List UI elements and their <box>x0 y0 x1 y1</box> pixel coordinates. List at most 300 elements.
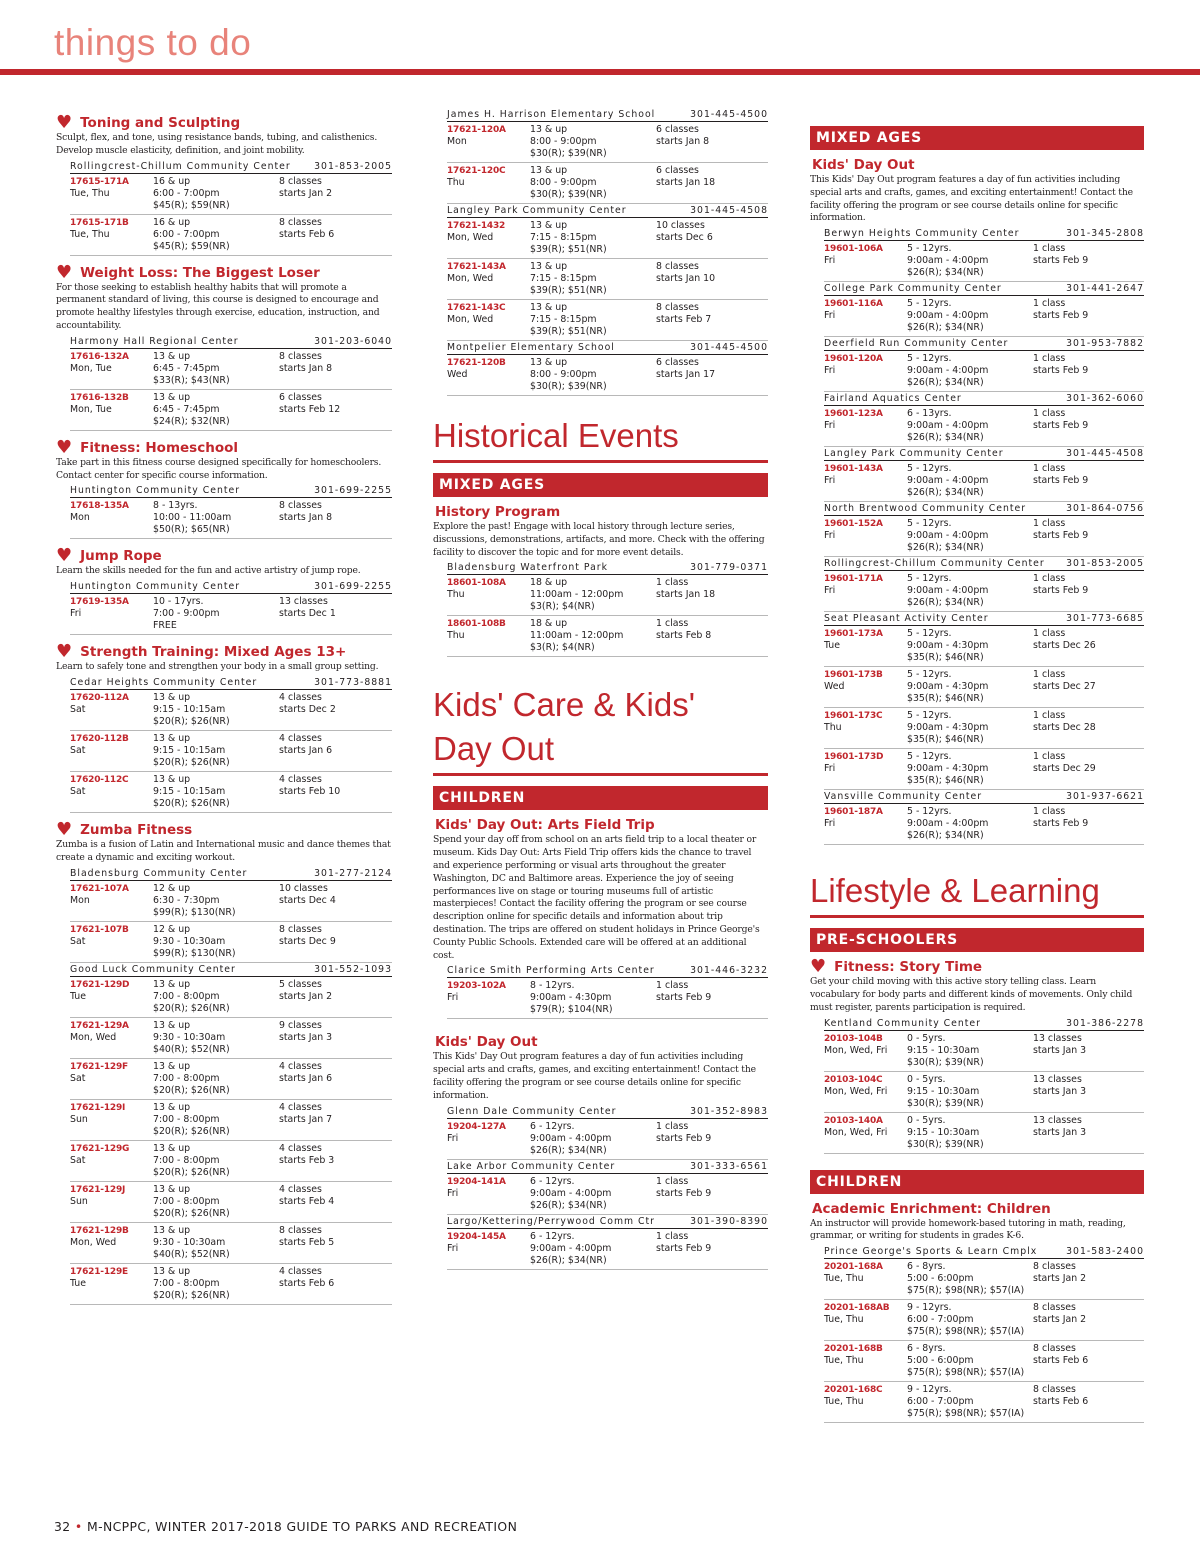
course-classes: 1 class <box>1033 628 1066 640</box>
row-col-details <box>530 302 656 338</box>
row-col-code <box>70 500 153 536</box>
course-start: starts Jan 6 <box>279 744 333 756</box>
course-days: Mon, Wed <box>447 273 494 284</box>
footer-separator: • <box>74 1519 83 1534</box>
row-col-details <box>907 628 1033 664</box>
course-fee: $20(R); $26(NR) <box>153 1166 230 1178</box>
course-fee: $75(R); $98(NR); $57(IA) <box>907 1326 1025 1338</box>
course-start: starts Feb 7 <box>656 314 712 325</box>
class-row <box>824 749 1144 790</box>
row-col-code <box>447 1176 530 1212</box>
course-age: 13 & up <box>153 1060 191 1072</box>
row-col-details <box>907 1302 1033 1338</box>
course-code: 19601-143A <box>824 464 883 475</box>
row-col-sessions <box>1033 1115 1144 1151</box>
location-header <box>824 557 1144 571</box>
course-code: 17621-107B <box>70 924 129 935</box>
course-classes: 4 classes <box>279 1060 322 1072</box>
course-fee: $26(R); $34(NR) <box>907 267 984 279</box>
class-row <box>447 1229 768 1270</box>
row-col-sessions <box>279 596 392 632</box>
course-age: 5 - 12yrs. <box>907 298 952 310</box>
course-time: 9:00am - 4:00pm <box>907 475 989 487</box>
location-phone: 301-362-6060 <box>1066 393 1144 405</box>
class-row <box>70 498 392 539</box>
location-phone: 301-699-2255 <box>314 581 392 593</box>
row-col-code <box>70 1061 153 1097</box>
course-time: 8:00 - 9:00pm <box>530 369 597 380</box>
activity-description: Learn to safely tone and strengthen your body in a small group setting. <box>56 661 379 673</box>
row-col-code <box>824 1261 907 1297</box>
class-row <box>447 122 768 163</box>
location-phone: 301-446-3232 <box>690 965 768 977</box>
course-days: Fri <box>824 763 836 775</box>
row-col-details <box>907 243 1033 279</box>
course-code: 17621-107A <box>70 883 129 894</box>
row-col-sessions <box>1033 1074 1144 1110</box>
location-header <box>70 867 392 881</box>
course-classes: 8 classes <box>656 261 699 272</box>
course-fee: $40(R); $52(NR) <box>153 1043 230 1055</box>
course-fee: $99(R); $130(NR) <box>153 947 236 959</box>
course-code: 19601-173A <box>824 629 883 640</box>
row-col-details <box>907 463 1033 499</box>
course-classes: 4 classes <box>279 1142 322 1154</box>
course-days: Thu <box>447 589 465 601</box>
section-heading-historical: Historical Events <box>433 414 768 463</box>
activity-block <box>56 643 392 813</box>
footer-text: M-NCPPC, WINTER 2017-2018 GUIDE TO PARKS AND RECREATION <box>86 1519 518 1534</box>
course-time: 8:00 - 9:00pm <box>530 136 597 147</box>
row-col-code <box>447 980 530 1016</box>
course-classes: 1 class <box>1033 353 1066 365</box>
course-days: Mon <box>447 136 467 147</box>
row-col-sessions <box>1033 1261 1144 1297</box>
row-col-code <box>824 628 907 664</box>
course-classes: 1 class <box>656 1230 689 1242</box>
location-header <box>447 561 768 575</box>
course-time: 5:00 - 6:00pm <box>907 1355 974 1367</box>
course-start: starts Feb 5 <box>279 1236 335 1248</box>
header-rule <box>0 69 1200 75</box>
course-classes: 4 classes <box>279 691 322 703</box>
row-col-details <box>153 1225 279 1261</box>
location-list <box>810 1245 1144 1423</box>
course-time: 9:30 - 10:30am <box>153 1236 226 1248</box>
location-name: Prince George's Sports & Learn Cmplx <box>824 1246 1038 1258</box>
course-age: 5 - 12yrs. <box>907 710 952 722</box>
row-col-code <box>70 596 153 632</box>
course-classes: 1 class <box>1033 298 1066 310</box>
activity-description: An instructor will provide homework-based tutoring in math, reading, grammar, or writing for students in grades K-6. <box>810 1217 1126 1242</box>
course-age: 5 - 12yrs. <box>907 806 952 818</box>
course-start: starts Feb 6 <box>279 228 335 240</box>
course-fee: $26(R); $34(NR) <box>530 1199 607 1211</box>
row-col-details <box>153 979 279 1015</box>
course-start: starts Dec 28 <box>1033 722 1096 734</box>
class-row <box>70 731 392 772</box>
course-time: 8:00 - 9:00pm <box>530 177 597 188</box>
class-row <box>824 516 1144 557</box>
course-classes: 4 classes <box>279 1183 322 1195</box>
course-days: Mon, Wed <box>447 314 494 325</box>
class-row <box>447 575 768 616</box>
course-time: 11:00am - 12:00pm <box>530 589 624 601</box>
row-col-code <box>824 1074 907 1110</box>
column-1 <box>56 108 392 1305</box>
activity-description: Take part in this fitness course designed specifically for homeschoolers. Contact center for specific course information. <box>56 456 382 481</box>
course-start: starts Feb 9 <box>656 1242 712 1254</box>
course-fee: $26(R); $34(NR) <box>907 377 984 389</box>
course-code: 17621-120C <box>447 166 506 176</box>
row-col-details <box>153 733 279 769</box>
course-code: 17620-112C <box>70 774 129 785</box>
row-col-details <box>907 1261 1033 1297</box>
course-classes: 1 class <box>1033 243 1066 255</box>
section-heading-kidscare <box>433 683 768 776</box>
activity-description: This Kids' Day Out program features a day of fun activities including special arts and crafts, games, and exciting entertainment! Contact the facility offering the program or see course details online for specific information. <box>810 174 1133 224</box>
course-code: 17621-129B <box>70 1225 129 1236</box>
course-days: Fri <box>447 992 459 1004</box>
course-code: 19601-173D <box>824 752 884 763</box>
course-start: starts Jan 3 <box>1033 1085 1087 1097</box>
activity-description: This Kids' Day Out program features a day of fun activities including special arts and crafts, games, and exciting entertainment! Contact the facility offering the program or see course details online for specific information. <box>433 1051 756 1101</box>
activity-title: Kids' Day Out <box>435 1034 538 1051</box>
course-days: Thu <box>447 630 465 642</box>
row-col-sessions <box>279 217 392 253</box>
course-classes: 8 classes <box>279 1224 322 1236</box>
class-row <box>824 241 1144 282</box>
row-col-details <box>907 298 1033 334</box>
location-name: Montpelier Elementary School <box>447 342 615 353</box>
location-phone: 301-386-2278 <box>1066 1017 1144 1029</box>
course-code: 17621-143C <box>447 303 506 313</box>
course-start: starts Jan 6 <box>279 1072 333 1084</box>
course-start: starts Jan 18 <box>656 177 716 188</box>
class-row <box>824 667 1144 708</box>
row-col-details <box>907 806 1033 842</box>
course-fee: $26(R); $34(NR) <box>907 432 984 444</box>
course-code: 19601-123A <box>824 409 883 420</box>
course-fee: $30(R); $39(NR) <box>907 1097 984 1109</box>
location-phone: 301-699-2255 <box>314 485 392 497</box>
course-code: 19601-106A <box>824 244 883 255</box>
row-col-code <box>70 692 153 728</box>
course-start: starts Dec 27 <box>1033 681 1096 693</box>
course-days: Sat <box>70 785 86 797</box>
row-col-code <box>824 518 907 554</box>
course-classes: 8 classes <box>279 350 322 362</box>
course-days: Mon, Wed, Fri <box>824 1126 888 1138</box>
row-col-code <box>824 669 907 705</box>
course-code: 19601-120A <box>824 354 883 365</box>
course-classes: 1 class <box>1033 463 1066 475</box>
course-start: starts Jan 2 <box>279 990 333 1002</box>
course-time: 9:00am - 4:00pm <box>530 1187 612 1199</box>
location-phone: 301-937-6621 <box>1066 791 1144 803</box>
row-col-code <box>824 1343 907 1379</box>
course-days: Mon, Wed, Fri <box>824 1085 888 1097</box>
course-age: 0 - 5yrs. <box>907 1073 946 1085</box>
row-col-details <box>530 357 656 393</box>
location-name: Glenn Dale Community Center <box>447 1105 617 1117</box>
age-band: MIXED AGES <box>810 126 1144 150</box>
activity-block <box>56 439 392 540</box>
course-time: 9:00am - 4:30pm <box>907 722 989 734</box>
class-row <box>447 163 768 204</box>
course-age: 8 - 12yrs. <box>530 980 575 992</box>
course-age: 6 - 12yrs. <box>530 1230 575 1242</box>
course-fee: $20(R); $26(NR) <box>153 715 230 727</box>
course-days: Tue, Thu <box>70 228 110 240</box>
row-col-code <box>824 1033 907 1069</box>
course-start: starts Feb 9 <box>1033 530 1089 542</box>
class-row <box>70 1223 392 1264</box>
course-days: Mon, Wed, Fri <box>824 1044 888 1056</box>
course-classes: 8 classes <box>279 500 322 512</box>
course-time: 6:45 - 7:45pm <box>153 362 220 374</box>
location-list <box>433 964 768 1019</box>
course-fee: $20(R); $26(NR) <box>153 797 230 809</box>
row-col-details <box>907 518 1033 554</box>
class-row <box>824 804 1144 845</box>
location-phone: 301-853-2005 <box>314 160 392 172</box>
course-start: starts Dec 26 <box>1033 640 1096 652</box>
row-col-code <box>824 463 907 499</box>
location-list <box>56 160 392 256</box>
course-days: Tue, Thu <box>824 1396 864 1408</box>
course-fee: $26(R); $34(NR) <box>530 1144 607 1156</box>
row-col-sessions <box>279 1102 392 1138</box>
location-name: Deerfield Run Community Center <box>824 338 1009 350</box>
course-time: 11:00am - 12:00pm <box>530 630 624 642</box>
course-time: 9:15 - 10:30am <box>907 1044 980 1056</box>
row-col-sessions <box>279 176 392 212</box>
row-col-sessions <box>1033 1343 1144 1379</box>
activity-title: ♥ Toning and Sculpting <box>56 114 392 132</box>
course-age: 6 - 12yrs. <box>530 1175 575 1187</box>
row-col-sessions <box>656 1121 768 1157</box>
activity-description: Zumba is a fusion of Latin and International music and dance themes that create a dynamic and exciting workout. <box>56 838 391 863</box>
location-header <box>70 484 392 498</box>
course-classes: 8 classes <box>1033 1384 1076 1396</box>
course-fee: $39(R); $51(NR) <box>530 244 607 255</box>
location-phone: 301-864-0756 <box>1066 503 1144 515</box>
row-col-sessions <box>656 302 768 338</box>
row-col-sessions <box>279 1020 392 1056</box>
class-row <box>824 1113 1144 1154</box>
activity-title: ♥ Fitness: Story Time <box>810 958 1144 976</box>
row-col-sessions <box>279 1143 392 1179</box>
course-days: Mon, Wed <box>70 1236 117 1248</box>
row-col-details <box>530 220 656 256</box>
class-row <box>447 1174 768 1215</box>
row-col-details <box>530 980 656 1016</box>
course-fee: $79(R); $104(NR) <box>530 1004 613 1016</box>
course-code: 20201-168A <box>824 1262 883 1273</box>
location-list <box>433 561 768 657</box>
course-start: starts Jan 8 <box>279 512 333 524</box>
course-time: 9:00am - 4:00pm <box>907 818 989 830</box>
class-row <box>824 1382 1144 1423</box>
location-header <box>447 1215 768 1229</box>
row-col-code <box>70 883 153 919</box>
row-col-code <box>447 261 530 297</box>
course-classes: 1 class <box>1033 573 1066 585</box>
row-col-sessions <box>1033 298 1144 334</box>
course-code: 19204-141A <box>447 1176 506 1187</box>
class-row <box>447 355 768 396</box>
course-age: 18 & up <box>530 577 568 589</box>
row-col-details <box>530 261 656 297</box>
row-col-code <box>447 357 530 393</box>
course-fee: $20(R); $26(NR) <box>153 1289 230 1301</box>
course-fee: $99(R); $130(NR) <box>153 906 236 918</box>
location-header <box>447 108 768 122</box>
row-col-sessions <box>279 979 392 1015</box>
class-row <box>70 881 392 922</box>
course-fee: $35(R); $46(NR) <box>907 775 984 787</box>
row-col-code <box>824 408 907 444</box>
course-age: 13 & up <box>153 391 191 403</box>
course-classes: 4 classes <box>279 1101 322 1113</box>
course-time: 9:15 - 10:15am <box>153 785 226 797</box>
row-col-sessions <box>279 883 392 919</box>
page-section-title: things to do <box>54 22 252 63</box>
course-code: 17620-112B <box>70 733 129 744</box>
course-fee: $30(R); $39(NR) <box>530 189 607 200</box>
course-age: 0 - 5yrs. <box>907 1114 946 1126</box>
course-fee: $33(R); $43(NR) <box>153 374 230 386</box>
course-time: 6:30 - 7:30pm <box>153 894 220 906</box>
row-col-code <box>70 1266 153 1302</box>
location-name: Huntington Community Center <box>70 485 241 497</box>
course-time: 9:00am - 4:30pm <box>907 640 989 652</box>
course-fee: $35(R); $46(NR) <box>907 734 984 746</box>
course-classes: 10 classes <box>656 220 705 231</box>
course-age: 13 & up <box>153 350 191 362</box>
class-row <box>447 978 768 1019</box>
location-phone: 301-277-2124 <box>314 867 392 879</box>
course-classes: 8 classes <box>279 923 322 935</box>
row-col-sessions <box>1033 628 1144 664</box>
course-start: starts Feb 4 <box>279 1195 335 1207</box>
row-col-details <box>530 1231 656 1267</box>
row-col-details <box>153 1184 279 1220</box>
row-col-sessions <box>656 618 768 654</box>
location-header <box>70 580 392 594</box>
location-list <box>810 1017 1144 1154</box>
course-code: 17616-132B <box>70 392 129 403</box>
course-time: 9:30 - 10:30am <box>153 1031 226 1043</box>
course-age: 6 - 8yrs. <box>907 1261 946 1273</box>
course-age: 13 & up <box>153 691 191 703</box>
course-start: starts Feb 10 <box>279 785 341 797</box>
course-start: starts Feb 12 <box>279 403 341 415</box>
course-start: starts Jan 18 <box>656 589 716 601</box>
row-col-code <box>824 1302 907 1338</box>
course-start: starts Feb 9 <box>656 1187 712 1199</box>
row-col-code <box>70 1184 153 1220</box>
course-code: 20201-168B <box>824 1344 883 1355</box>
course-days: Tue <box>70 1277 87 1289</box>
course-days: Sun <box>70 1113 88 1125</box>
course-time: 9:00am - 4:00pm <box>907 420 989 432</box>
course-classes: 4 classes <box>279 732 322 744</box>
row-col-code <box>447 1231 530 1267</box>
class-row <box>824 708 1144 749</box>
activity-title: ♥ Zumba Fitness <box>56 821 392 839</box>
course-time: 10:00 - 11:00am <box>153 512 232 524</box>
row-col-details <box>907 1115 1033 1151</box>
class-row <box>824 1300 1144 1341</box>
course-classes: 1 class <box>1033 408 1066 420</box>
course-classes: 1 class <box>1033 806 1066 818</box>
course-start: starts Jan 10 <box>656 273 716 284</box>
course-code: 17616-132A <box>70 351 129 362</box>
location-header <box>824 790 1144 804</box>
course-code: 20103-104B <box>824 1033 883 1044</box>
course-age: 12 & up <box>153 882 191 894</box>
row-col-details <box>530 124 656 160</box>
course-time: 9:15 - 10:15am <box>153 744 226 756</box>
course-classes: 5 classes <box>279 978 322 990</box>
location-phone: 301-445-4508 <box>690 205 768 216</box>
course-time: 9:15 - 10:15am <box>153 703 226 715</box>
class-row <box>70 1018 392 1059</box>
course-time: 9:00am - 4:00pm <box>907 365 989 377</box>
row-col-sessions <box>656 165 768 201</box>
row-col-code <box>70 774 153 810</box>
class-row <box>70 690 392 731</box>
location-header <box>824 337 1144 351</box>
course-days: Tue <box>70 990 87 1002</box>
class-row <box>70 594 392 635</box>
row-col-details <box>153 1143 279 1179</box>
course-classes: 4 classes <box>279 1265 322 1277</box>
location-header <box>824 612 1144 626</box>
location-phone: 301-445-4500 <box>690 109 768 120</box>
course-age: 5 - 12yrs. <box>907 243 952 255</box>
row-col-sessions <box>656 577 768 613</box>
page-footer <box>54 1519 517 1534</box>
row-col-sessions <box>656 1176 768 1212</box>
location-name: James H. Harrison Elementary School <box>447 109 656 120</box>
course-fee: $40(R); $52(NR) <box>153 1248 230 1260</box>
row-col-sessions <box>656 220 768 256</box>
course-time: 6:00 - 7:00pm <box>153 187 220 199</box>
course-fee: $20(R); $26(NR) <box>153 1084 230 1096</box>
row-col-sessions <box>279 692 392 728</box>
course-fee: $39(R); $51(NR) <box>530 285 607 296</box>
page-number: 32 <box>54 1519 71 1534</box>
course-age: 5 - 12yrs. <box>907 353 952 365</box>
row-col-code <box>70 1225 153 1261</box>
course-days: Thu <box>824 722 842 734</box>
row-col-sessions <box>656 980 768 1016</box>
row-col-sessions <box>656 124 768 160</box>
activity-description: Get your child moving with this active story telling class. Learn vocabulary for body parts and different kinds of movements. Only child must register, parents participation is required. <box>810 976 1133 1013</box>
course-start: starts Jan 7 <box>279 1113 333 1125</box>
course-age: 13 & up <box>153 978 191 990</box>
activity-description: Learn the skills needed for the fun and active artistry of jump rope. <box>56 565 361 577</box>
location-phone: 301-345-2808 <box>1066 228 1144 240</box>
row-col-code <box>824 1384 907 1420</box>
row-col-details <box>530 1176 656 1212</box>
course-time: 7:15 - 8:15pm <box>530 314 597 325</box>
row-col-details <box>153 692 279 728</box>
activity-title: ♥ Fitness: Homeschool <box>56 439 392 457</box>
